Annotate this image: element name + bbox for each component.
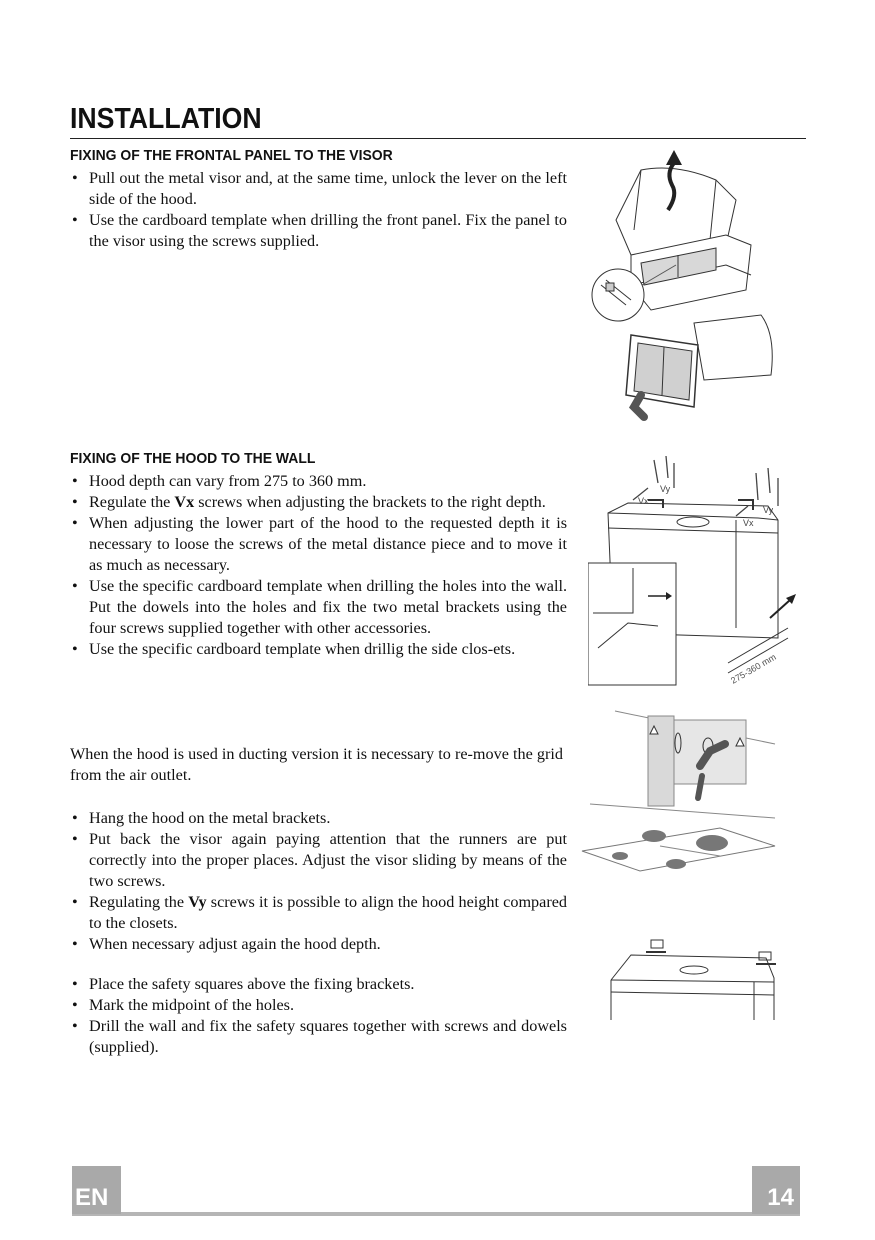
language-badge (72, 1166, 121, 1214)
list-item: • When adjusting the lower part of the hood to the requested depth it is necessary to loose the screws of the metal distance piece and to move it as much as necessary. (70, 513, 567, 576)
vy-label-right: Vy (763, 505, 774, 515)
list-item: • Use the cardboard template when drilling the front panel. Fix the panel to the visor using the screws supplied. (70, 210, 567, 252)
list-item: • Place the safety squares above the fixing brackets. (70, 974, 567, 995)
list-item (70, 492, 567, 513)
list-item: • Drill the wall and fix the safety squares together with screws and dowels (supplied). (70, 1016, 567, 1058)
safety-square-steps (70, 974, 567, 1058)
list-item: • Mark the midpoint of the holes. (70, 995, 567, 1016)
text-fragment: screws it is possible to align the hood height compared to the closets. (89, 893, 567, 932)
language-code: EN (75, 1184, 109, 1211)
vy-label-left: Vy (660, 484, 671, 494)
page-number: 14 (767, 1184, 794, 1211)
list-item: • Use the specific cardboard template when drilling the holes into the wall. Put the dowels into the holes and fix the two metal brackets using the four screws supplied together with other accessories. (70, 576, 567, 639)
wall-drilling-illustration (580, 706, 780, 886)
ducting-note: When the hood is used in ducting version it is necessary to re-move the grid from the air outlet. (70, 745, 563, 784)
title-divider (70, 138, 806, 139)
section-heading-frontal-panel: FIXING OF THE FRONTAL PANEL TO THE VISOR (70, 147, 393, 164)
vx-screw-term: Vx (174, 493, 195, 511)
list-item: • Pull out the metal visor and, at the same time, unlock the lever on the left side of the hood. (70, 168, 567, 210)
hanging-steps (70, 808, 567, 955)
frontal-panel-steps (70, 168, 567, 252)
text-fragment: Regulating the (89, 893, 189, 911)
list-item: • When necessary adjust again the hood depth. (70, 934, 567, 955)
footer-rule (72, 1212, 800, 1216)
text-fragment: Regulate the (89, 493, 175, 511)
page-number-badge (752, 1166, 800, 1214)
text-fragment: screws when adjusting the brackets to the right depth. (194, 493, 546, 511)
vy-screw-term: Vy (188, 893, 207, 911)
vx-label-left: Vx (638, 496, 649, 506)
list-item: • Hang the hood on the metal brackets. (70, 808, 567, 829)
hood-bracket-illustration (588, 448, 806, 688)
page-title: INSTALLATION (70, 103, 262, 135)
list-item: • Put back the visor again paying attention that the runners are put correctly into the proper places. Adjust the visor sliding by means of the two screws. (70, 829, 567, 892)
depth-range-label: 275-360 mm (729, 651, 778, 686)
vx-label-right: Vx (743, 518, 754, 528)
section-heading-hood-to-wall: FIXING OF THE HOOD TO THE WALL (70, 450, 316, 467)
list-item: • Use the specific cardboard template when drillig the side clos-ets. (70, 639, 567, 660)
visor-frontal-panel-illustration (586, 145, 806, 430)
list-item: • Hood depth can vary from 275 to 360 mm. (70, 471, 567, 492)
safety-squares-illustration (606, 930, 786, 1025)
hood-to-wall-steps (70, 471, 567, 660)
list-item (70, 892, 567, 934)
